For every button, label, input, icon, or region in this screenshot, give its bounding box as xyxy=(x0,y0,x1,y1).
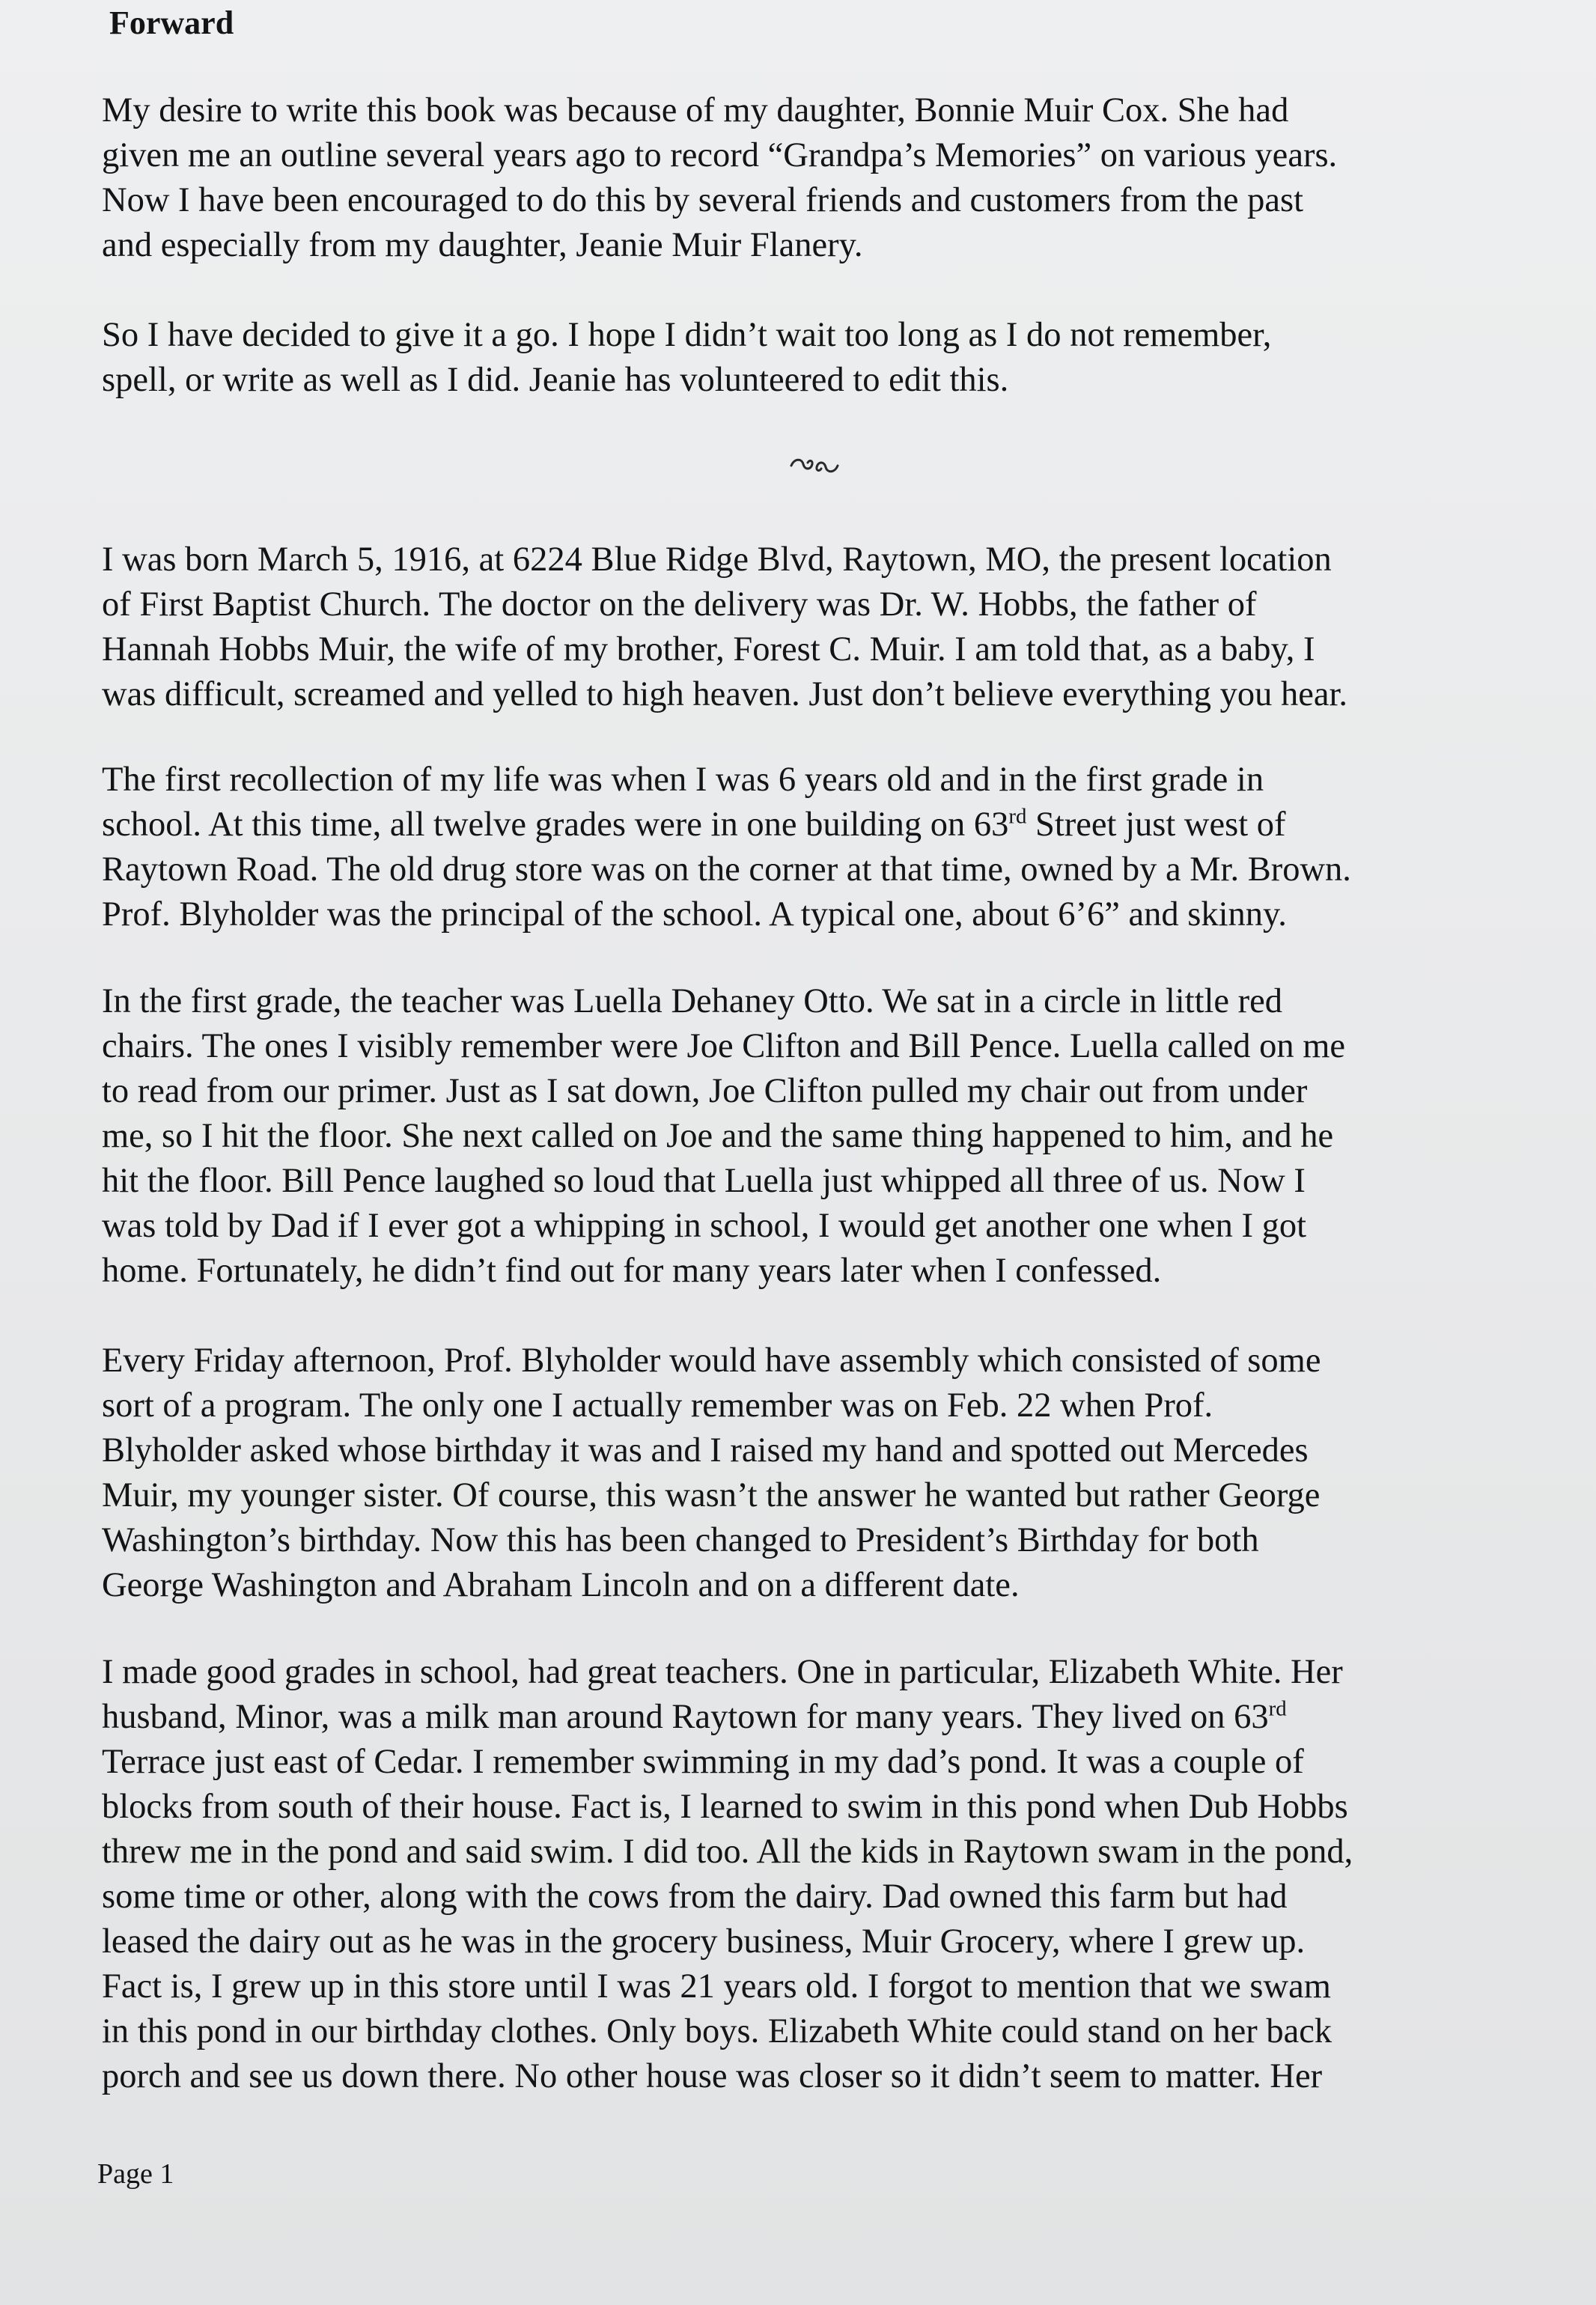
paragraph-4 xyxy=(102,758,1569,937)
text-line: was difficult, screamed and yelled to high heaven. Just don’t believe everything you hear. xyxy=(102,675,1348,713)
text-line: Terrace just east of Cedar. I remember swimming in my dad’s pond. It was a couple of xyxy=(102,1743,1304,1781)
text-line: of First Baptist Church. The doctor on the delivery was Dr. W. Hobbs, the father of xyxy=(102,585,1257,624)
text-line: So I have decided to give it a go. I hope I didn’t wait too long as I do not remember, xyxy=(102,316,1272,354)
text-line: The first recollection of my life was when I was 6 years old and in the first grade in xyxy=(102,761,1264,799)
page-heading: Forward xyxy=(109,4,234,41)
text-line: Muir, my younger sister. Of course, this wasn’t the answer he wanted but rather George xyxy=(102,1476,1321,1514)
text-line: George Washington and Abraham Lincoln and on a different date. xyxy=(102,1566,1020,1604)
paragraph-1 xyxy=(102,88,1569,268)
text-line: chairs. The ones I visibly remember were Joe Clifton and Bill Pence. Luella called on me xyxy=(102,1027,1346,1065)
text-line: school. At this time, all twelve grades were in one building on 63rd Street just west of xyxy=(102,804,1286,844)
text-line: Hannah Hobbs Muir, the wife of my brother, Forest C. Muir. I am told that, as a baby, I xyxy=(102,630,1315,669)
paragraph-5 xyxy=(102,979,1569,1294)
text-line: blocks from south of their house. Fact is, I learned to swim in this pond when Dub Hobbs xyxy=(102,1788,1348,1826)
paragraph-6 xyxy=(102,1339,1569,1608)
text-line: Raytown Road. The old drug store was on the corner at that time, owned by a Mr. Brown. xyxy=(102,850,1351,889)
text-line: I was born March 5, 1916, at 6224 Blue Ridge Blvd, Raytown, MO, the present location xyxy=(102,541,1332,579)
paragraph-7 xyxy=(102,1650,1569,2099)
text-line: me, so I hit the floor. She next called on Joe and the same thing happened to him, and he xyxy=(102,1117,1334,1155)
page-number: Page 1 xyxy=(97,2158,174,2190)
section-break-flourish-icon xyxy=(788,452,841,479)
text-line: I made good grades in school, had great teachers. One in particular, Elizabeth White. Her xyxy=(102,1653,1343,1691)
text-line: hit the floor. Bill Pence laughed so loud that Luella just whipped all three of us. Now I xyxy=(102,1162,1306,1200)
text-line: husband, Minor, was a milk man around Raytown for many years. They lived on 63rd xyxy=(102,1696,1287,1736)
text-line: to read from our primer. Just as I sat down, Joe Clifton pulled my chair out from under xyxy=(102,1072,1308,1110)
text-line: sort of a program. The only one I actually remember was on Feb. 22 when Prof. xyxy=(102,1386,1213,1425)
text-line: In the first grade, the teacher was Luella Dehaney Otto. We sat in a circle in little red xyxy=(102,982,1283,1020)
text-line: spell, or write as well as I did. Jeanie has volunteered to edit this. xyxy=(102,361,1009,399)
paragraph-2 xyxy=(102,313,1569,403)
text-line: Prof. Blyholder was the principal of the school. A typical one, about 6’6” and skinny. xyxy=(102,895,1287,934)
text-line: and especially from my daughter, Jeanie Muir Flanery. xyxy=(102,226,863,264)
text-line: home. Fortunately, he didn’t find out for many years later when I confessed. xyxy=(102,1252,1162,1290)
text-line: some time or other, along with the cows from the dairy. Dad owned this farm but had xyxy=(102,1878,1288,1916)
text-line: Washington’s birthday. Now this has been changed to President’s Birthday for both xyxy=(102,1521,1259,1559)
text-line: threw me in the pond and said swim. I did too. All the kids in Raytown swam in the pond, xyxy=(102,1833,1353,1871)
text-line: Now I have been encouraged to do this by several friends and customers from the past xyxy=(102,181,1304,219)
text-line: Blyholder asked whose birthday it was and I raised my hand and spotted out Mercedes xyxy=(102,1431,1309,1470)
text-line: leased the dairy out as he was in the grocery business, Muir Grocery, where I grew up. xyxy=(102,1922,1306,1961)
text-line: Every Friday afternoon, Prof. Blyholder would have assembly which consisted of some xyxy=(102,1342,1321,1380)
text-line: My desire to write this book was because of my daughter, Bonnie Muir Cox. She had xyxy=(102,91,1289,130)
text-line: Fact is, I grew up in this store until I was 21 years old. I forgot to mention that we swam xyxy=(102,1967,1331,2006)
paragraph-3 xyxy=(102,538,1569,717)
text-line: in this pond in our birthday clothes. Only boys. Elizabeth White could stand on her back xyxy=(102,2012,1332,2050)
text-line: porch and see us down there. No other house was closer so it didn’t seem to matter. Her xyxy=(102,2057,1323,2095)
text-line: given me an outline several years ago to record “Grandpa’s Memories” on various years. xyxy=(102,136,1338,174)
text-line: was told by Dad if I ever got a whipping in school, I would get another one when I got xyxy=(102,1207,1307,1245)
